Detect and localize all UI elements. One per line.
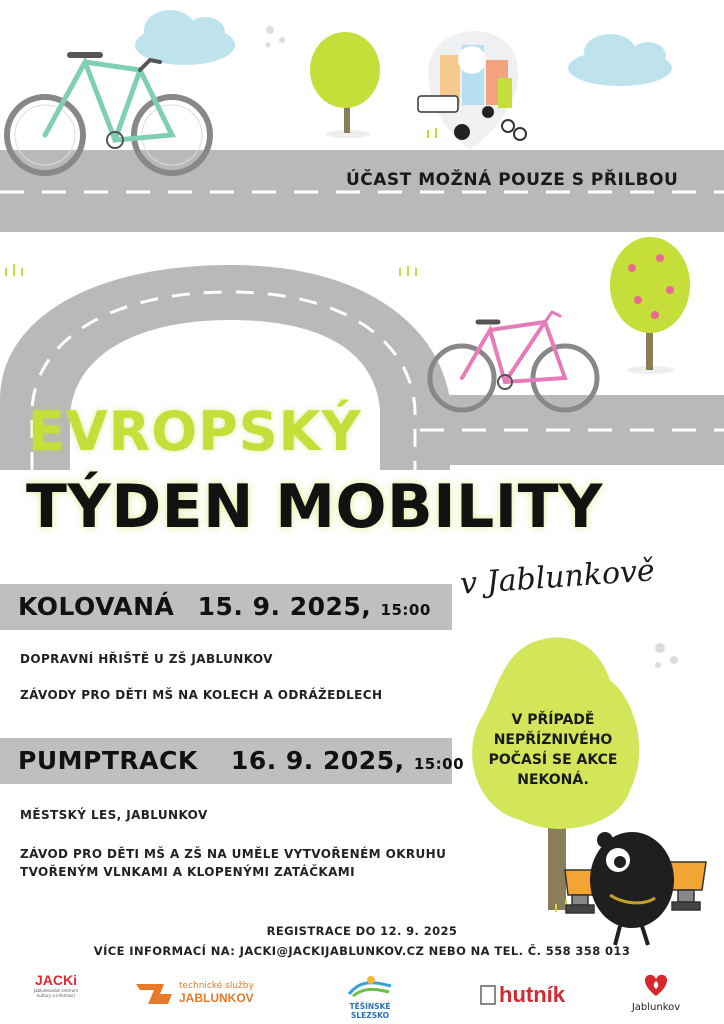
event-time: 15:00: [413, 755, 465, 773]
logo-jacki-subtext: Jablunkovské centrum kultury a informací: [33, 988, 79, 998]
logo-jacki-text: JACKi: [34, 972, 77, 988]
cloud-left: [135, 10, 235, 65]
cloud-right: [568, 34, 672, 86]
event-heading-kolovana: [18, 592, 431, 621]
event-name: KOLOVANÁ: [18, 592, 175, 621]
tree-apples: [610, 237, 690, 374]
top-road: [0, 150, 724, 232]
hutnik-text: hutník: [499, 982, 565, 1007]
ts-line2: JABLUNKOV: [179, 991, 254, 1005]
event-date: 15. 9. 2025,: [197, 592, 372, 621]
event-date: 16. 9. 2025,: [230, 746, 405, 775]
trophy-right: [668, 862, 706, 910]
weather-notice: V PŘÍPADĚ NEPŘÍZNIVÉHO POČASÍ SE AKCE NEKONÁ.: [488, 712, 618, 788]
heart-icon: [643, 972, 669, 998]
title-line-3: v Jablunkově: [459, 553, 656, 602]
event-heading-pumptrack: [18, 746, 464, 775]
event-detail: ZÁVODY PRO DĚTI MŠ NA KOLECH A ODRÁŽEDLECH: [20, 688, 383, 702]
event-name: PUMPTRACK: [18, 746, 198, 775]
title-line-1: EVROPSKÝ: [28, 400, 362, 463]
jablunkov-text: Jablunkov: [631, 1002, 681, 1013]
logo-technicke-sluzby: [134, 980, 254, 1006]
event-detail: ZÁVOD PRO DĚTI MŠ A ZŠ NA UMĚLE VYTVOŘENÉM OKRUHU: [20, 847, 447, 861]
event-time: 15:00: [380, 601, 431, 619]
helmet-notice: ÚČAST MOŽNÁ POUZE S PŘILBOU: [346, 170, 679, 190]
logo-jablunkov: [626, 972, 686, 1013]
event-detail: DOPRAVNÍ HŘIŠTĚ U ZŠ JABLUNKOV: [20, 652, 273, 666]
registration-deadline: REGISTRACE DO 12. 9. 2025: [266, 924, 458, 938]
logo-jacki: [30, 972, 82, 998]
map-pin-scene: [418, 31, 526, 150]
logo-tesinske-slezsko: [330, 972, 410, 1020]
logo-hutnik: [480, 982, 565, 1008]
ts-line1: technické služby: [179, 981, 254, 991]
tesinske-text: TĚŠÍNSKÉ SLEZSKO: [349, 1002, 391, 1020]
title-line-2: TÝDEN MOBILITY: [26, 472, 603, 542]
event-detail: MĚSTSKÝ LES, JABLUNKOV: [20, 808, 208, 822]
ts-logo-icon: [134, 980, 174, 1006]
tesinske-logo-icon: [345, 972, 395, 998]
event-detail: TVOŘENÝM VLNKAMI A KLOPENÝMI ZATÁČKAMI: [20, 865, 355, 879]
hutnik-icon: [480, 985, 496, 1005]
contact-info: VÍCE INFORMACÍ NA: JACKI@JACKIJABLUNKOV.CZ NEBO NA TEL. Č. 558 358 013: [93, 944, 631, 958]
tree-top: [310, 32, 380, 138]
